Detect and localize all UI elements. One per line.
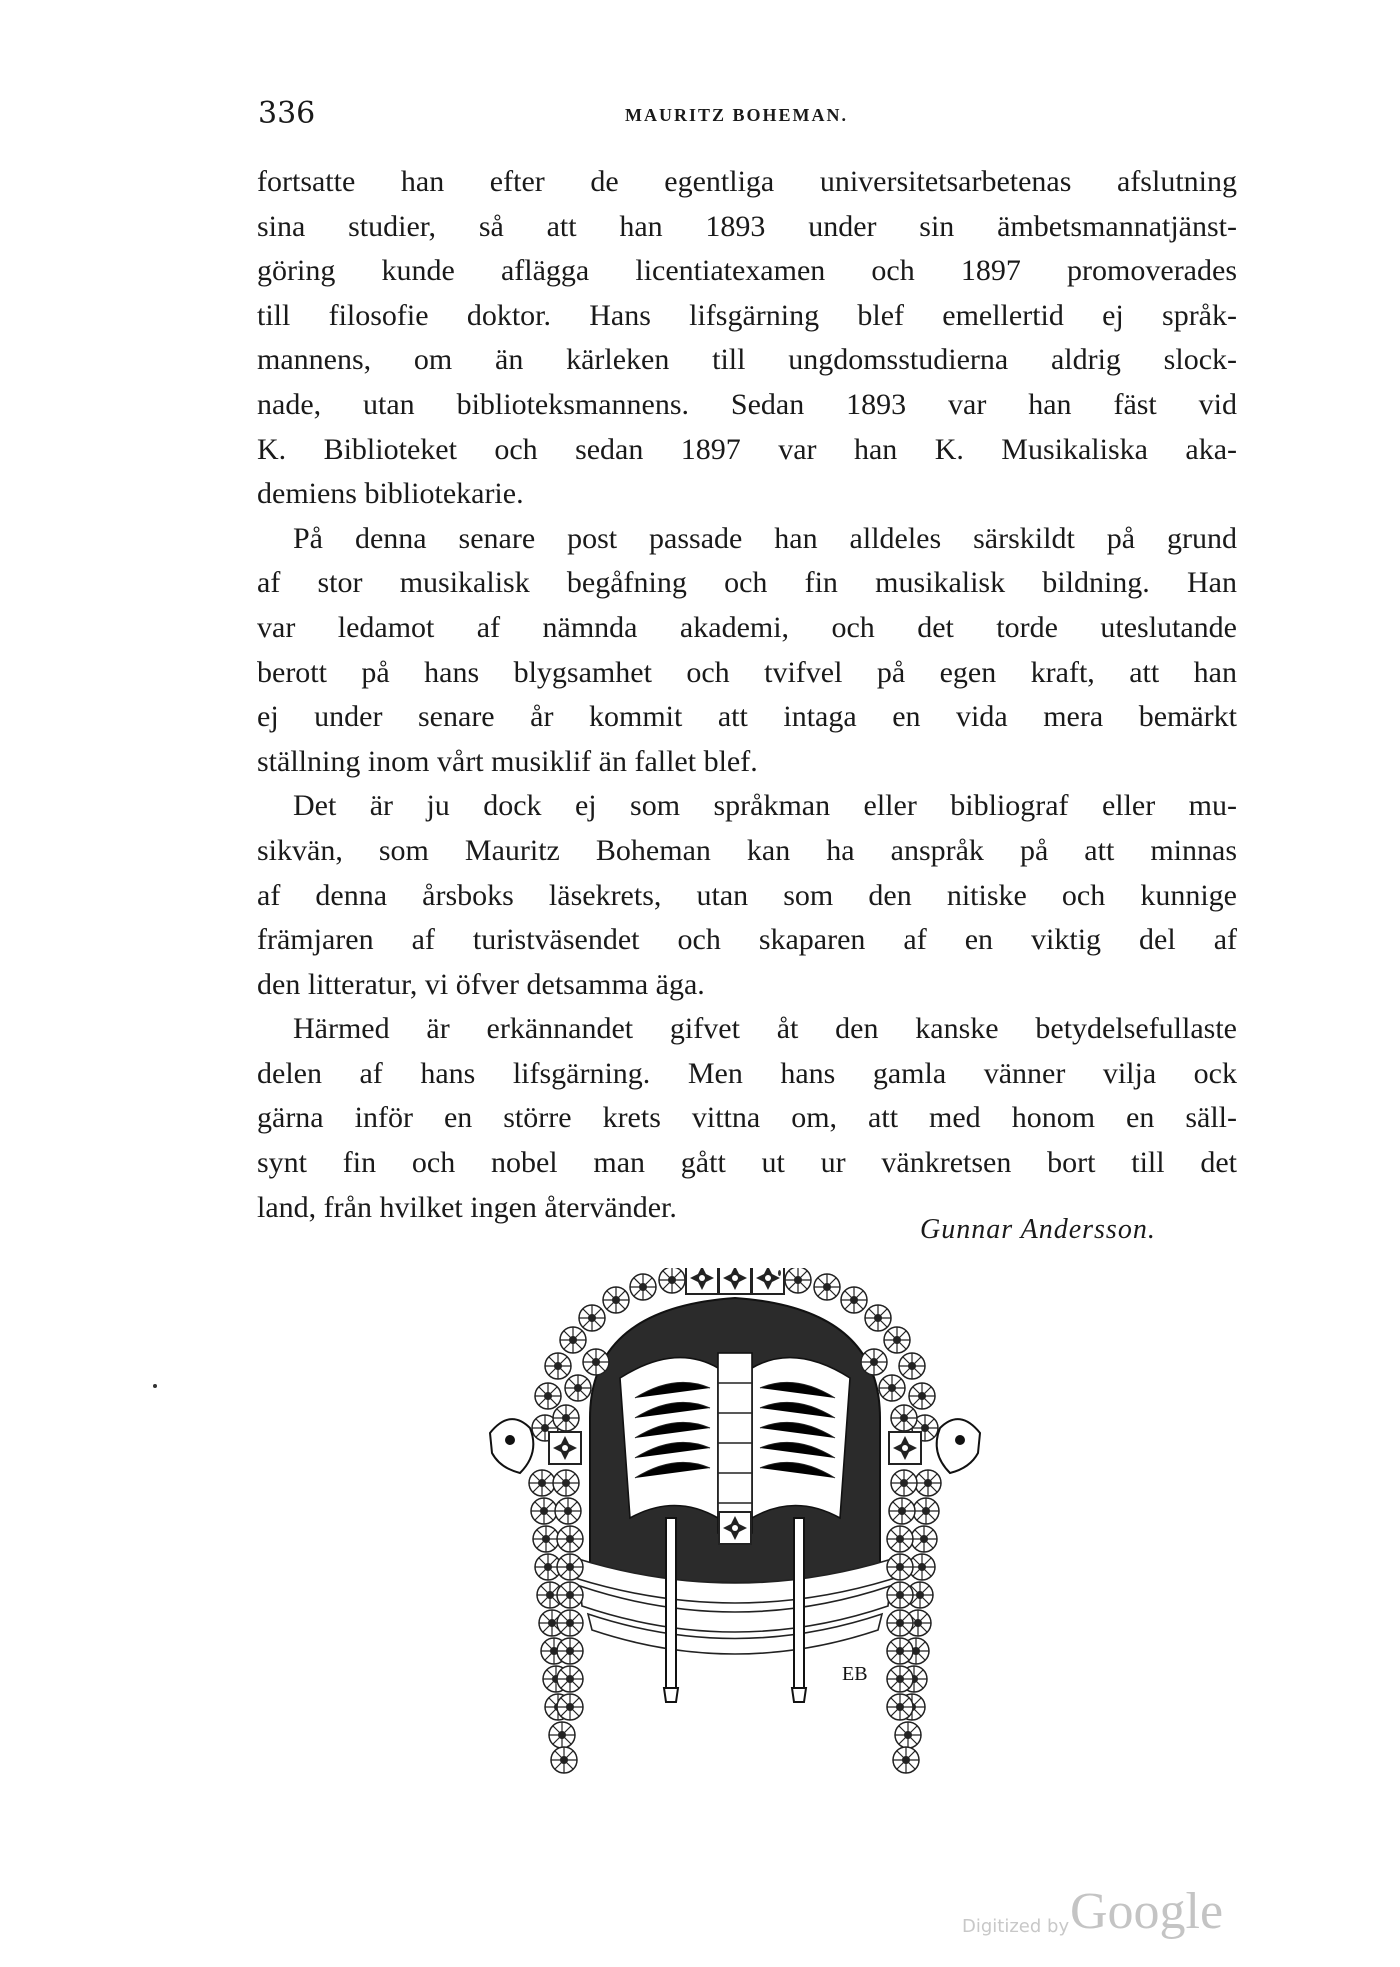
text-line: den litteratur, vi öfver detsamma äga. — [257, 967, 705, 1001]
garland-left — [529, 1470, 583, 1773]
text-line: af denna årsboks läsekrets, utan som den nitiske och kunnige — [257, 878, 1237, 912]
text-line: sina studier, så att han 1893 under sin ämbetsmannatjänst- — [257, 209, 1237, 243]
vignette-ornament — [470, 1268, 1000, 1788]
garland-right — [887, 1470, 941, 1773]
text-line: nade, utan biblioteksmannens. Sedan 1893 var han fäst vid — [257, 387, 1237, 421]
text-line: demiens bibliotekarie. — [257, 477, 524, 511]
text-line: fortsatte han efter de egentliga universitetsarbetenas afslutning — [257, 165, 1237, 198]
text-line: göring kunde aflägga licentiatexamen och 1897 promoverades — [257, 254, 1237, 288]
text-line: främjaren af turistväsendet och skaparen af en viktig del af — [257, 923, 1237, 957]
paragraph-start-line: På denna senare post passade han alldeles särskildt på grund — [293, 521, 1237, 555]
stray-mark — [153, 1384, 157, 1388]
running-title: MAURITZ BOHEMAN. — [625, 105, 849, 125]
text-line: land, från hvilket ingen återvänder. — [257, 1190, 677, 1224]
open-book — [620, 1353, 850, 1533]
text-line: af stor musikalisk begåfning och fin musikalisk bildning. Han — [257, 566, 1237, 600]
page-number: 336 — [258, 96, 316, 131]
paragraph-start-line: Härmed är erkännandet gifvet åt den kanske betydelsefullaste — [293, 1012, 1237, 1046]
artist-monogram: EB — [842, 1663, 868, 1685]
text-line: till filosofie doktor. Hans lifsgärning blef emellertid ej språk- — [257, 298, 1237, 332]
text-line: berott på hans blygsamhet och tvifvel på egen kraft, att han — [257, 655, 1237, 689]
text-line: var ledamot af nämnda akademi, och det torde uteslutande — [257, 610, 1237, 644]
text-line: sikvän, som Mauritz Boheman kan ha anspråk på att minnas — [257, 833, 1237, 867]
text-line: ställning inom vårt musiklif än fallet blef. — [257, 744, 758, 778]
text-line: gärna inför en större krets vittna om, att med honom en säll- — [257, 1101, 1237, 1135]
paragraph-start-line: Det är ju dock ej som språkman eller bibliograf eller mu- — [293, 789, 1237, 823]
text-line: delen af hans lifsgärning. Men hans gamla vänner vilja ock — [257, 1056, 1237, 1090]
author-signature: Gunnar Andersson. — [920, 1214, 1156, 1245]
text-line: ej under senare år kommit att intaga en vida mera bemärkt — [257, 700, 1237, 734]
text-line: K. Biblioteket och sedan 1897 var han K. Musikaliska aka- — [257, 432, 1237, 466]
text-line: synt fin och nobel man gått ut ur vänkretsen bort till det — [257, 1146, 1237, 1180]
digitized-by-label: Digitized by — [962, 1916, 1070, 1937]
stray-mark — [778, 1270, 781, 1276]
text-line: mannens, om än kärleken till ungdomsstudierna aldrig slock- — [257, 343, 1237, 377]
google-watermark: Google — [1070, 1883, 1224, 1940]
body-text — [257, 160, 1237, 1230]
